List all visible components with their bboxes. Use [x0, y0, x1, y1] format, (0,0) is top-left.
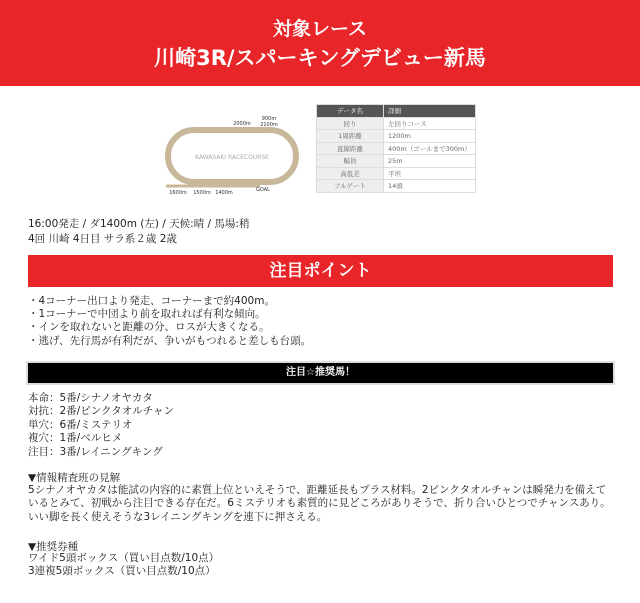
spec-key: 直線距離 [317, 142, 384, 155]
spec-header-row [317, 105, 476, 118]
spec-key: 幅員 [317, 155, 384, 168]
spec-row [317, 155, 476, 168]
course-spec-table [316, 104, 476, 193]
bet-item: 3連複5頭ボックス（買い目点数/10点） [28, 565, 216, 578]
pick-item: 対抗：2番/ピンクタオルチャン [28, 405, 174, 418]
map-label-goal: GOAL [256, 187, 270, 193]
race-title: 川崎3R/スパーキングデビュー新馬 [154, 46, 486, 70]
points-heading: 注目ポイント [28, 255, 613, 287]
map-label-1400: 1400m [215, 190, 233, 196]
course-name: KAWASAKI RACECOURSE [195, 154, 269, 161]
spec-header-key: データ名 [317, 105, 384, 118]
course-map [160, 112, 310, 198]
race-header-banner [0, 0, 640, 86]
map-label-1600: 1600m [169, 190, 187, 196]
analysis-text: 5シナノオヤカタは能試の内容的に素質上位といえそうで、距離延長もプラス材料。2ピンクタオルチャンは瞬発力を備えているとみて、初戦から注目できる存在だ。6ミステリオも素質的に見どころがありそうで、折り合いひとつでチャンスあり。いい脚を長く使えそうな3レイニングキングを連下に押さえる。 [28, 484, 611, 523]
spec-row [317, 130, 476, 143]
spec-header-value: 詳細 [384, 105, 476, 118]
spec-row [317, 180, 476, 193]
spec-row [317, 142, 476, 155]
spec-key: 回り [317, 117, 384, 130]
spec-value: 1200m [384, 130, 476, 143]
race-conditions: 16:00発走 / ダ1400m (左) / 天候:晴 / 馬場:稍 [28, 218, 250, 230]
race-meeting-info: 4回 川崎 4日目 サラ系２歳 2歳 [28, 233, 177, 245]
bet-item: ワイド5頭ボックス（買い目点数/10点） [28, 552, 220, 564]
picks-list [28, 392, 174, 459]
bets-heading: ▼推奨券種 [28, 541, 79, 553]
recommend-heading: 注目☆推奨馬！ [28, 363, 613, 383]
bets-list [28, 552, 219, 579]
pick-item: 複穴：1番/ベルヒメ [28, 432, 123, 445]
map-label-2100: 2100m [260, 122, 278, 128]
spec-value: 400m（ゴールまで300m） [384, 142, 476, 155]
points-list [28, 295, 311, 348]
pick-item: 注目：3番/レイニングキング [28, 445, 163, 458]
point-item: ・インを取れないと距離の分、ロスが大きくなる。 [28, 321, 270, 334]
spec-key: 1周距離 [317, 130, 384, 143]
spec-value: 平坦 [384, 167, 476, 180]
pick-item: 本命：5番/シナノオヤカタ [28, 392, 153, 404]
map-label-900: 900m [261, 116, 277, 122]
map-label-2000: 2000m [233, 121, 251, 127]
spec-row [317, 117, 476, 130]
spec-key: 高低差 [317, 167, 384, 180]
spec-value: 左回りコース [384, 117, 476, 130]
pick-item: 単穴：6番/ミステリオ [28, 418, 133, 431]
spec-key: フルゲート [317, 180, 384, 193]
point-item: ・4コーナー出口より発走、コーナーまで約400m。 [28, 295, 275, 307]
spec-row [317, 167, 476, 180]
point-item: ・逃げ、先行馬が有利だが、争いがもつれると差しも台頭。 [28, 334, 312, 347]
spec-value: 25m [384, 155, 476, 168]
spec-value: 14頭 [384, 180, 476, 193]
point-item: ・1コーナーで中団より前を取れれば有利な傾向。 [28, 308, 266, 321]
header-label: 対象レース [272, 18, 368, 40]
map-label-1500: 1500m [193, 190, 211, 196]
analysis-heading: ▼情報精査班の見解 [28, 472, 121, 484]
